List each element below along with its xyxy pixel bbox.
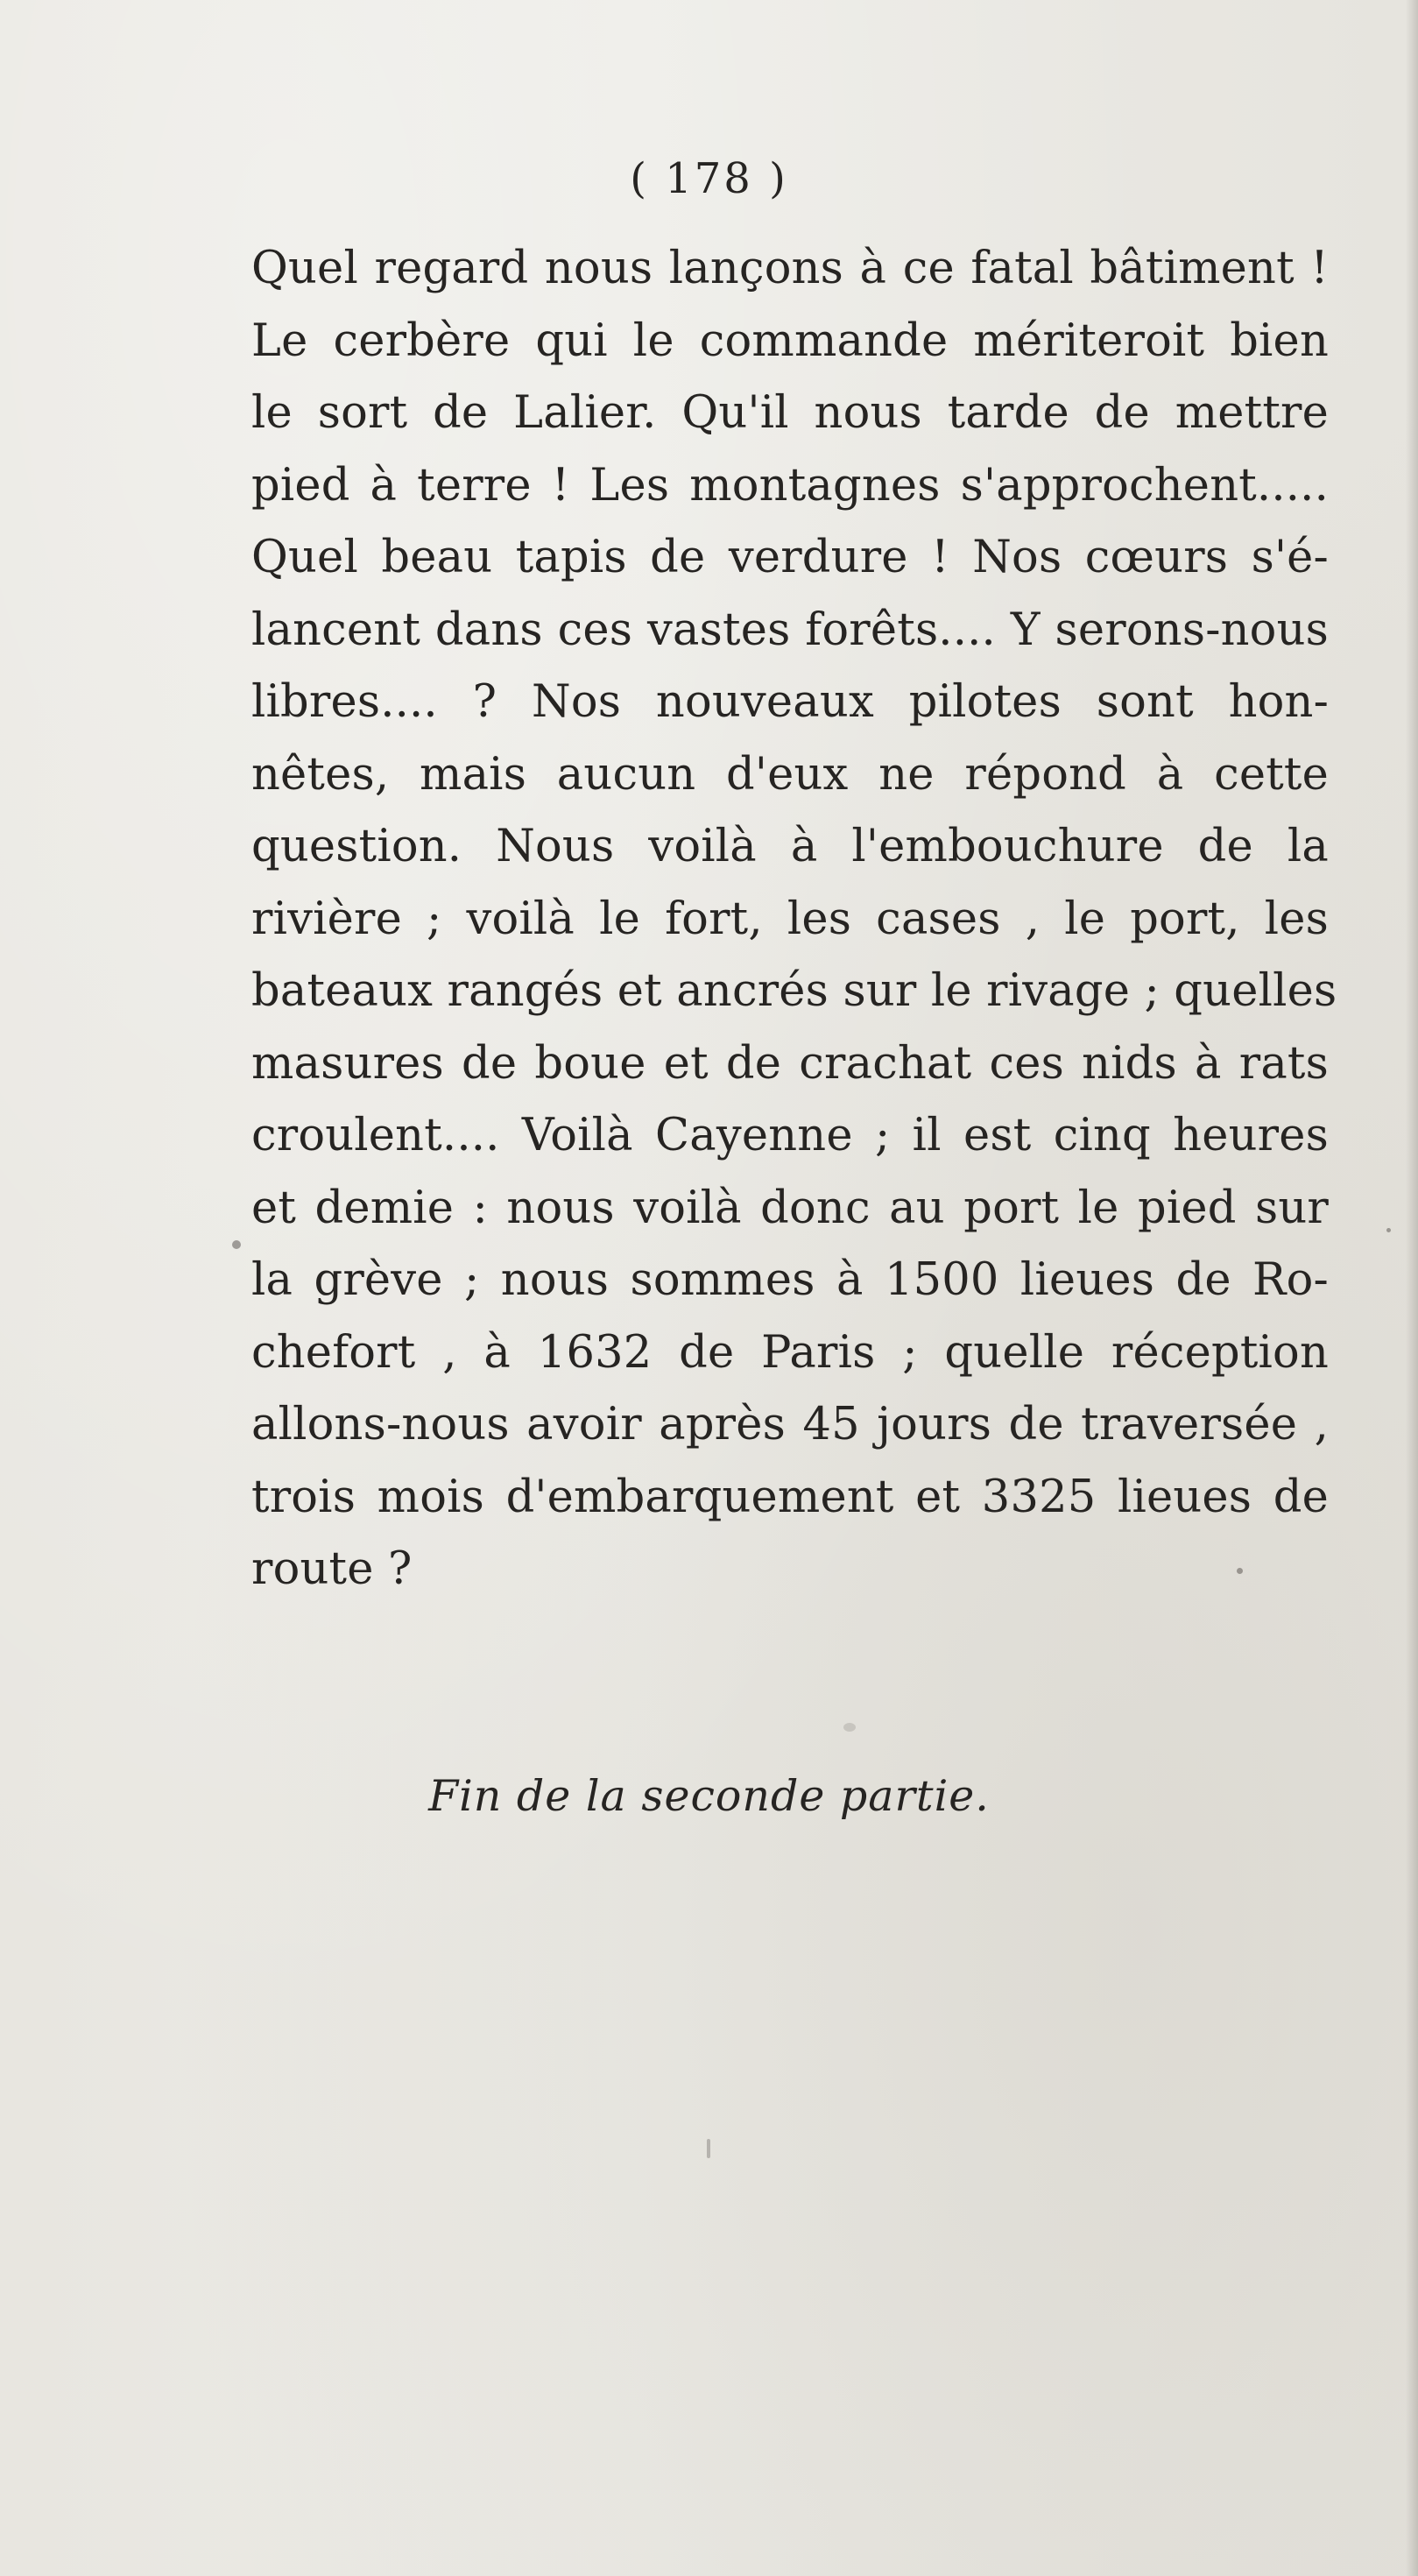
ink-speck <box>707 2139 710 2158</box>
text-line: croulent.... Voilà Cayenne ; il est cinq heures <box>251 1110 1329 1161</box>
text-line-last: route ? <box>251 1543 413 1595</box>
text-line: le sort de Lalier. Qu'il nous tarde de mettre <box>251 387 1329 439</box>
text-line: chefort , à 1632 de Paris ; quelle réception <box>251 1326 1329 1379</box>
text-line: masures de boue et de crachat ces nids à rats <box>251 1037 1329 1090</box>
text-line: question. Nous voilà à l'embouchure de la <box>251 821 1329 872</box>
text-line: et demie : nous voilà donc au port le pied sur <box>251 1182 1329 1234</box>
text-line: libres.... ? Nos nouveaux pilotes sont hon- <box>251 676 1329 728</box>
ink-speck <box>1386 1228 1391 1232</box>
text-line: nêtes, mais aucun d'eux ne répond à cette <box>251 748 1329 801</box>
text-line: trois mois d'embarquement et 3325 lieues de <box>251 1471 1329 1523</box>
text-line: Le cerbère qui le commande mériteroit bien <box>251 314 1329 367</box>
text-line: lancent dans ces vastes forêts.... Y serons-nous <box>251 603 1329 656</box>
text-line: Quel beau tapis de verdure ! Nos cœurs s'é- <box>251 532 1329 583</box>
text-line: bateaux rangés et ancrés sur le rivage ; quelles <box>251 965 1337 1017</box>
page-edge-shadow <box>1406 0 1418 2576</box>
text-line: allons-nous avoir après 45 jours de traversée , <box>251 1399 1329 1450</box>
ink-speck <box>843 1723 856 1732</box>
text-line: la grève ; nous sommes à 1500 lieues de Ro- <box>251 1254 1329 1306</box>
page-number: ( 178 ) <box>630 154 788 203</box>
text-line: pied à terre ! Les montagnes s'approchent..... <box>251 459 1329 512</box>
body-text <box>251 233 1337 1606</box>
text-line: rivière ; voilà le fort, les cases , le port, les <box>251 893 1329 945</box>
text-line: Quel regard nous lançons à ce fatal bâtiment ! <box>251 243 1329 294</box>
section-end-caption: Fin de la seconde partie. <box>428 1771 990 1821</box>
ink-speck <box>232 1240 241 1249</box>
